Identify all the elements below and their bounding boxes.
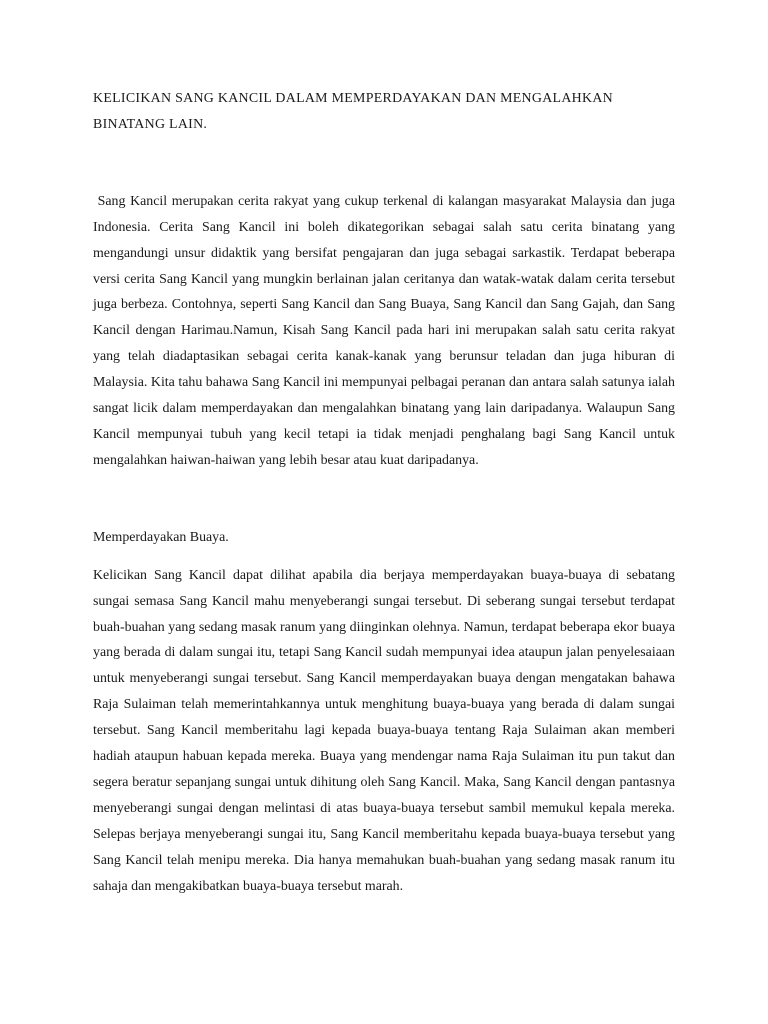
document-title: KELICIKAN SANG KANCIL DALAM MEMPERDAYAKAN DAN MENGALAHKAN BINATANG LAIN. [93,91,613,132]
section-paragraph: Kelicikan Sang Kancil dapat dilihat apabila dia berjaya memperdayakan buaya-buaya di sebatang sungai semasa Sang Kancil mahu menyeberangi sungai tersebut. Di seberang sungai tersebut terdapat buah-buahan yang sedang masak ranum yang diinginkan olehnya. Namun, terdapat beberapa ekor buaya yang berada di dalam sungai itu, tetapi Sang Kancil sudah mempunyai idea ataupun jalan penyelesaiaan untuk menyeberangi sungai tersebut. Sang Kancil memperdayakan buaya dengan mengatakan bahawa Raja Sulaiman telah memerintahkannya untuk menghitung buaya-buaya yang berada di dalam sungai tersebut. Sang Kancil memberitahu lagi kepada buaya-buaya tentang Raja Sulaiman akan memberi hadiah ataupun habuan kepada mereka. Buaya yang mendengar nama Raja Sulaiman itu pun takut dan segera beratur sepanjang sungai untuk dihitung oleh Sang Kancil. Maka, Sang Kancil dengan pantasnya menyeberangi sungai dengan melintasi di atas buaya-buaya tersebut sambil memukul kepala mereka. Selepas berjaya menyeberangi sungai itu, Sang Kancil memberitahu kepada buaya-buaya tersebut yang Sang Kancil telah menipu mereka. Dia hanya memahukan buah-buahan yang sedang masak ranum itu sahaja dan mengakibatkan buaya-buaya tersebut marah. [93,567,675,894]
document-body [93,86,679,899]
intro-paragraph: Sang Kancil merupakan cerita rakyat yang cukup terkenal di kalangan masyarakat Malaysia dan juga Indonesia. Cerita Sang Kancil ini boleh dikategorikan sebagai salah satu cerita binatang yang mengandungi unsur didaktik yang bersifat pengajaran dan juga sebagai sarkastik. Terdapat beberapa versi cerita Sang Kancil yang mungkin berlainan jalan ceritanya dan watak-watak dalam cerita tersebut juga berbeza. Contohnya, seperti Sang Kancil dan Sang Buaya, Sang Kancil dan Sang Gajah, dan Sang Kancil dengan Harimau.Namun, Kisah Sang Kancil pada hari ini merupakan salah satu cerita rakyat yang telah diadaptasikan sebagai cerita kanak-kanak yang berunsur teladan dan juga hiburan di Malaysia. Kita tahu bahawa Sang Kancil ini mempunyai pelbagai peranan dan antara salah satunya ialah sangat licik dalam memperdayakan dan mengalahkan binatang yang lain daripadanya. Walaupun Sang Kancil mempunyai tubuh yang kecil tetapi ia tidak menjadi penghalang bagi Sang Kancil untuk mengalahkan haiwan-haiwan yang lebih besar atau kuat daripadanya. [93,193,679,468]
section-heading: Memperdayakan Buaya. [93,529,229,545]
